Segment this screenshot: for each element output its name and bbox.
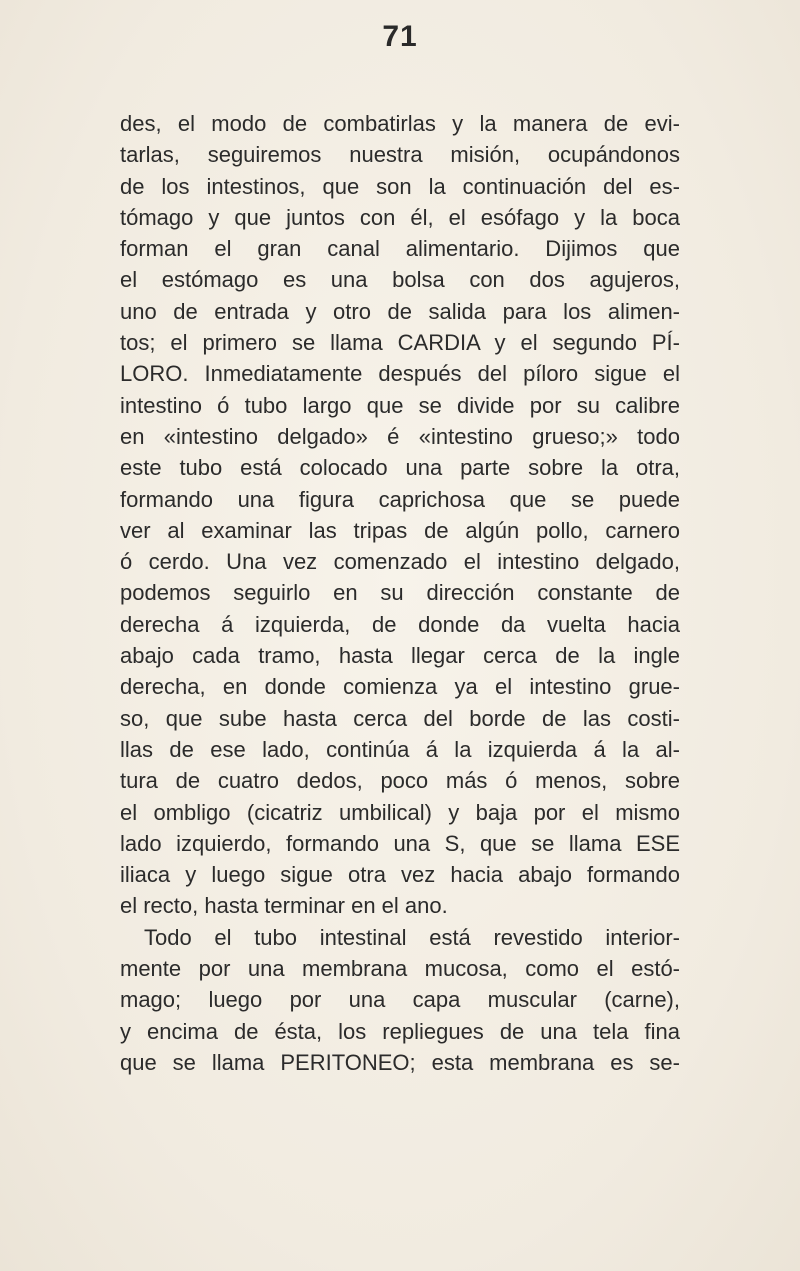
- text-line: intestino ó tubo largo que se divide por su calibre: [120, 392, 680, 418]
- text-line: en «intestino delgado» é «intestino grueso;» todo: [120, 423, 680, 449]
- body-text: [120, 108, 680, 1078]
- text-line: formando una figura caprichosa que se puede: [120, 486, 680, 512]
- text-line: derecha, en donde comienza ya el intestino grue-: [120, 674, 680, 700]
- text-line: y encima de ésta, los repliegues de una tela fina: [120, 1018, 680, 1044]
- text-line: tarlas, seguiremos nuestra misión, ocupándonos: [120, 142, 680, 168]
- text-line: mago; luego por una capa muscular (carne),: [120, 987, 680, 1013]
- text-line: mente por una membrana mucosa, como el estó-: [120, 956, 680, 982]
- text-line: el ombligo (cicatriz umbilical) y baja por el mismo: [120, 799, 680, 825]
- text-line: tos; el primero se llama CARDIA y el segundo PÍ-: [120, 330, 680, 356]
- text-line: lado izquierdo, formando una S, que se llama ESE: [120, 830, 680, 856]
- text-line: este tubo está colocado una parte sobre la otra,: [120, 455, 680, 481]
- text-line: el estómago es una bolsa con dos agujeros,: [120, 267, 680, 293]
- text-line: uno de entrada y otro de salida para los alimen-: [120, 298, 680, 324]
- text-line: el recto, hasta terminar en el ano.: [120, 893, 448, 919]
- text-line: llas de ese lado, continúa á la izquierda á la al-: [120, 736, 680, 762]
- text-line: tura de cuatro dedos, poco más ó menos, sobre: [120, 768, 680, 794]
- text-line: de los intestinos, que son la continuación del es-: [120, 173, 680, 199]
- text-line: ó cerdo. Una vez comenzado el intestino delgado,: [120, 549, 680, 575]
- text-line: tómago y que juntos con él, el esófago y la boca: [120, 204, 680, 230]
- page-number: 71: [382, 20, 418, 53]
- text-line: ver al examinar las tripas de algún pollo, carnero: [120, 517, 680, 543]
- text-line: forman el gran canal alimentario. Dijimos que: [120, 236, 680, 262]
- text-line: LORO. Inmediatamente después del píloro sigue el: [120, 361, 680, 387]
- text-line: des, el modo de combatirlas y la manera de evi-: [120, 111, 680, 136]
- text-line: podemos seguirlo en su dirección constante de: [120, 580, 680, 606]
- text-line: so, que sube hasta cerca del borde de las costi-: [120, 705, 680, 731]
- text-line: que se llama PERITONEO; esta membrana es se-: [120, 1049, 680, 1075]
- text-line: Todo el tubo intestinal está revestido interior-: [144, 924, 680, 950]
- text-line: derecha á izquierda, de donde da vuelta hacia: [120, 611, 680, 637]
- text-line: abajo cada tramo, hasta llegar cerca de la ingle: [120, 643, 680, 669]
- text-line: iliaca y luego sigue otra vez hacia abajo formando: [120, 862, 680, 888]
